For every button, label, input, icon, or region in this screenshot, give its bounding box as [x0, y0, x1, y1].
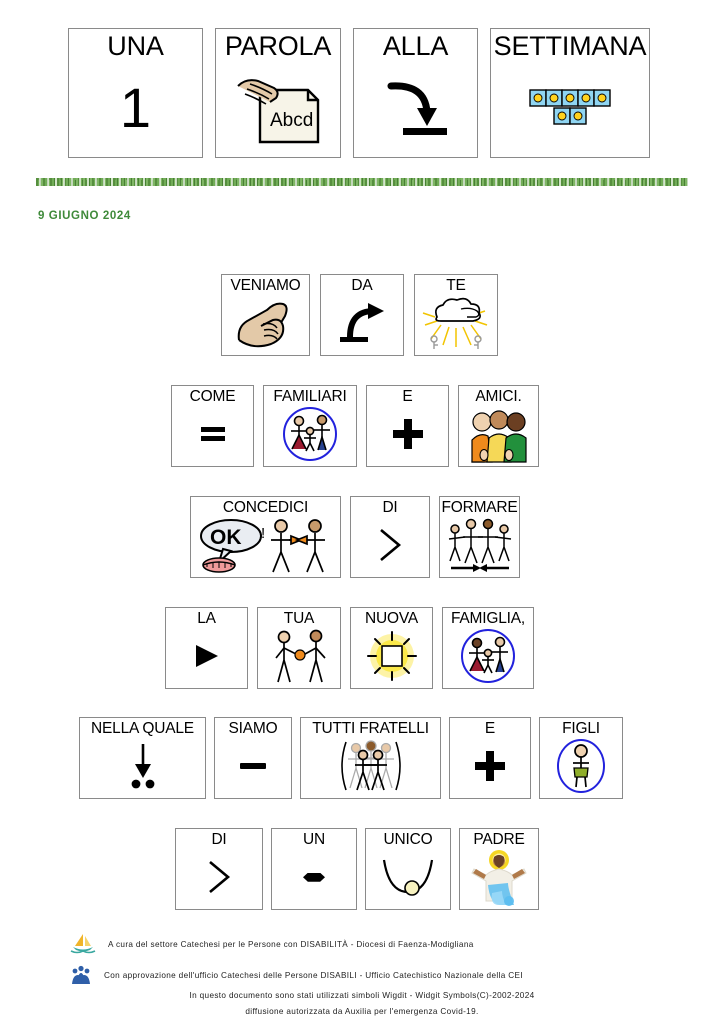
symbol-card-la: [165, 607, 248, 689]
sentence-row-3: [190, 496, 520, 578]
symbol-card-figli: [539, 717, 623, 799]
minus-sign-icon: [219, 737, 287, 797]
arrow-curving-down-icon: [358, 60, 473, 155]
sentence-row-4: [165, 607, 534, 689]
sailboat-logo-icon: [70, 932, 96, 956]
symbol-card-concedici: [190, 496, 341, 578]
symbol-card-label: TUA: [283, 610, 315, 627]
footer-text-3a: In questo documento sono stati utilizzati simboli Wigdit - Widgit Symbols(C)-2002-2024: [189, 991, 535, 1000]
people-group-logo-icon: [70, 964, 92, 986]
svg-text:OK: OK: [209, 526, 241, 550]
sentence-row-5: [79, 717, 623, 799]
people-forming-group-icon: [444, 516, 515, 576]
header-card-label: SETTIMANA: [493, 31, 647, 61]
footer-line-1: [70, 932, 474, 956]
footer-line-2: [70, 964, 523, 986]
symbol-card-come: [171, 385, 254, 467]
symbol-card-label: NELLA QUALE: [91, 720, 194, 737]
number-one-icon: 1: [119, 75, 152, 139]
three-friends-icon: [463, 405, 534, 465]
family-circle-icon: [268, 405, 352, 465]
paper-text: Abcd: [270, 109, 314, 131]
symbol-card-label: FAMILIARI: [273, 388, 347, 405]
symbol-card-e-2: [449, 717, 531, 799]
symbol-card-label: E: [402, 388, 413, 405]
symbol-card-veniamo: [221, 274, 310, 356]
symbol-card-te: [414, 274, 498, 356]
sentence-row-6: [175, 828, 539, 910]
symbol-card-siamo: [214, 717, 292, 799]
diamond-dot-icon: [276, 848, 352, 908]
footer-line-3: [0, 988, 724, 1019]
header-card-label: PAROLA: [224, 31, 332, 61]
symbol-card-familiari: [263, 385, 357, 467]
jesus-open-arms-icon: [464, 848, 534, 908]
symbol-card-label: AMICI.: [475, 388, 522, 405]
symbol-card-unico: [365, 828, 451, 910]
header-card-label: UNA: [107, 31, 164, 61]
sentence-row-2: [171, 385, 539, 467]
symbol-card-di-2: [175, 828, 263, 910]
symbol-card-label: TUTTI FRATELLI: [312, 720, 429, 737]
svg-text:!: !: [260, 525, 265, 543]
symbol-card-e: [366, 385, 449, 467]
two-people-exchange-icon: [262, 627, 336, 687]
header-card-parola: [215, 28, 341, 158]
symbol-card-padre: [459, 828, 539, 910]
symbol-card-label: SIAMO: [228, 720, 278, 737]
sentence-row-1: [221, 274, 498, 356]
plus-sign-icon: [371, 405, 444, 465]
header-card-label: ALLA: [382, 31, 449, 61]
symbol-card-label: VENIAMO: [230, 277, 301, 294]
child-in-circle-icon: [544, 737, 618, 797]
symbol-card-nuova: [350, 607, 433, 689]
header-card-una: [68, 28, 203, 158]
single-ball-in-bowl-icon: [370, 848, 446, 908]
symbol-card-label: NUOVA: [365, 610, 418, 627]
plus-sign-icon: [454, 737, 526, 797]
symbol-card-label: COME: [189, 388, 236, 405]
symbol-card-label: DI: [382, 499, 398, 516]
symbol-card-nella-quale: [79, 717, 206, 799]
header-card-alla: [353, 28, 478, 158]
symbol-card-label: UNICO: [383, 831, 433, 848]
symbol-card-famiglia: [442, 607, 534, 689]
symbol-card-label: LA: [197, 610, 216, 627]
brothers-group-icon: [305, 737, 436, 797]
symbol-card-label: FORMARE: [441, 499, 518, 516]
ok-speech-two-people-icon: [195, 516, 336, 576]
footer-text-1: A cura del settore Catechesi per le Persone con DISABILITÀ - Diocesi di Faenza-Modigliana: [108, 939, 474, 949]
grass-divider: [36, 178, 688, 186]
greater-than-sign-icon: [180, 848, 258, 908]
arrow-curving-up-icon: [325, 294, 399, 354]
symbol-card-label: CONCEDICI: [222, 499, 309, 516]
shining-sun-icon: [355, 627, 428, 687]
symbol-card-label: DI: [211, 831, 227, 848]
symbol-card-label: UN: [303, 831, 325, 848]
symbol-card-un: [271, 828, 357, 910]
symbol-card-label: TE: [446, 277, 466, 294]
symbol-card-tua: [257, 607, 341, 689]
arrow-down-two-dots-icon: [84, 737, 201, 797]
symbol-card-di: [350, 496, 430, 578]
hand-writing-paper-icon: [220, 60, 336, 155]
symbol-card-label: FIGLI: [562, 720, 600, 737]
family-circle-icon: [447, 627, 529, 687]
symbol-card-label: E: [484, 720, 496, 737]
symbol-card-formare: [439, 496, 520, 578]
hand-from-cloud-icon: [419, 294, 493, 354]
header-title-row: [68, 28, 650, 158]
symbol-card-da: [320, 274, 404, 356]
week-seven-days-icon: [495, 60, 645, 155]
hand-pointing-self-icon: [226, 294, 305, 354]
symbol-card-amici: [458, 385, 539, 467]
publication-date: 9 GIUGNO 2024: [38, 210, 131, 222]
footer-text-2: Con approvazione dell'ufficio Catechesi delle Persone DISABILI - Ufficio Catechistico Nazionale della CEI: [104, 970, 523, 980]
footer-text-3b: diffusione autorizzata da Auxilia per l'emergenza Covid-19.: [245, 1006, 479, 1016]
equals-sign-icon: [176, 405, 249, 465]
symbol-card-label: PADRE: [473, 831, 525, 848]
symbol-card-label: FAMIGLIA,: [451, 610, 525, 627]
greater-than-sign-icon: [355, 516, 425, 576]
triangle-right-icon: [170, 627, 243, 687]
symbol-card-tutti-fratelli: [300, 717, 441, 799]
header-card-settimana: [490, 28, 650, 158]
symbol-card-label: DA: [351, 277, 373, 294]
